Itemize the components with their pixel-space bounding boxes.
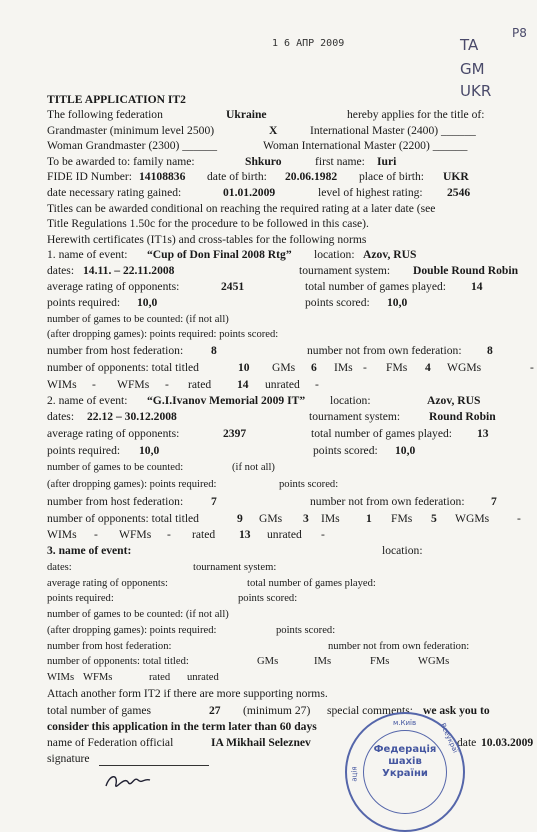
norm1-host-label: number from host federation: <box>47 344 184 357</box>
signature-label: signature <box>47 752 90 765</box>
norm2-dates: 22.12 – 30.12.2008 <box>87 410 177 423</box>
norm2-fms-label: FMs <box>391 512 413 525</box>
norm3-wfms-label: WFMs <box>83 672 113 683</box>
norm2-wims-label: WIMs <box>47 528 77 541</box>
norm1-location-label: location: <box>314 248 355 261</box>
seal-line-1: Федерація <box>373 744 437 755</box>
norm2-wgms-label: WGMs <box>455 512 490 525</box>
norm1-dates: 14.11. – 22.11.2008 <box>83 264 175 277</box>
norm2-unrated: - <box>321 528 325 541</box>
seal-line-3: України <box>382 768 428 779</box>
highest-rating: 2546 <box>447 186 471 199</box>
norm1-unrated: - <box>315 378 319 391</box>
norm2-gms: 3 <box>303 512 309 525</box>
norm1-system: Double Round Robin <box>413 264 519 277</box>
norm3-games-label: total number of games played: <box>247 578 376 589</box>
received-date-stamp: 1 6 АПР 2009 <box>272 38 345 49</box>
official-name: IA Mikhail Seleznev <box>211 736 311 749</box>
norm2-location-label: location: <box>330 394 371 407</box>
norm1-location: Azov, RUS <box>363 248 417 261</box>
norm3-fms-label: FMs <box>370 656 390 667</box>
norm1-wgms-label: WGMs <box>447 361 482 374</box>
comments-label: special comments: <box>327 704 413 717</box>
highest-rating-label: level of highest rating: <box>318 186 423 199</box>
norm3-system-label: tournament system: <box>193 562 277 573</box>
corner-mark: P8 <box>512 26 527 40</box>
norm2-rated: 13 <box>239 528 251 541</box>
comments-line-2: consider this application in the term later than 60 days <box>47 720 317 733</box>
norm3-wims-label: WIMs <box>47 672 75 683</box>
norm3-scored-label: points scored: <box>238 593 298 604</box>
gm-label: Grandmaster (minimum level 2500) <box>47 124 215 137</box>
norm1-gms-label: GMs <box>272 361 296 374</box>
conditional-text-2: Title Regulations 1.50c for the procedure to be followed in this case). <box>47 217 369 230</box>
norm2-avg-label: average rating of opponents: <box>47 427 180 440</box>
norm3-host-label: number from host federation: <box>47 641 172 652</box>
norm1-rated: 14 <box>237 378 249 391</box>
norm3-avg-label: average rating of opponents: <box>47 578 168 589</box>
norm2-wgms: - <box>517 512 521 525</box>
norm1-req: 10,0 <box>137 296 158 309</box>
fide-id: 14108836 <box>139 170 186 183</box>
norm2-rated-label: rated <box>192 528 216 541</box>
rating-date-label: date necessary rating gained: <box>47 186 182 199</box>
norm2-system-label: tournament system: <box>309 410 401 423</box>
im-label: International Master (2400) ______ <box>310 124 476 137</box>
awarded-label: To be awarded to: family name: <box>47 155 195 168</box>
comments-line-1: we ask you to <box>423 704 490 717</box>
norm1-event-label: 1. name of event: <box>47 248 128 261</box>
norm1-gms: 6 <box>311 361 317 374</box>
norm1-games-label: total number of games played: <box>305 280 447 293</box>
norm2-dates-label: dates: <box>47 410 75 423</box>
norm2-host-label: number from host federation: <box>47 495 184 508</box>
norm2-dropping-scored: points scored: <box>279 479 339 490</box>
norm2-counted-note: (if not all) <box>232 462 275 473</box>
date-label: date <box>457 736 477 749</box>
norm2-opp-label: number of opponents: total titled <box>47 512 199 525</box>
official-label: name of Federation official <box>47 736 174 749</box>
norm2-titled: 9 <box>237 512 243 525</box>
attach-text: Attach another form IT2 if there are more supporting norms. <box>47 687 328 700</box>
norm2-scored-label: points scored: <box>313 444 378 457</box>
norm1-scored: 10,0 <box>387 296 408 309</box>
norm1-wims: - <box>92 378 96 391</box>
norm1-host: 8 <box>211 344 217 357</box>
conditional-text-1: Titles can be awarded conditional on reaching the required rating at a later date (see <box>47 202 436 215</box>
norm2-notown-label: number not from own federation: <box>310 495 465 508</box>
norm3-wgms-label: WGMs <box>418 656 450 667</box>
norm3-unrated-label: unrated <box>187 672 219 683</box>
norm2-req: 10,0 <box>139 444 160 457</box>
federation-value: Ukraine <box>226 108 267 121</box>
norm2-host: 7 <box>211 495 217 508</box>
norm2-wfms: - <box>167 528 171 541</box>
norm3-gms-label: GMs <box>257 656 279 667</box>
wgm-label: Woman Grandmaster (2300) ______ <box>47 139 218 152</box>
signature-line <box>99 755 209 766</box>
first-name-label: first name: <box>315 155 365 168</box>
norm1-req-label: points required: <box>47 296 121 309</box>
norm2-scored: 10,0 <box>395 444 416 457</box>
norm2-event-label: 2. name of event: <box>47 394 128 407</box>
norm2-games: 13 <box>477 427 489 440</box>
norm2-wfms-label: WFMs <box>119 528 152 541</box>
norm1-opp-label: number of opponents: total titled <box>47 361 199 374</box>
application-date: 10.03.2009 <box>481 736 534 749</box>
norm1-notown-label: number not from own federation: <box>307 344 462 357</box>
norm1-wfms-label: WFMs <box>117 378 150 391</box>
norm3-req-label: points required: <box>47 593 114 604</box>
norm2-req-label: points required: <box>47 444 121 457</box>
fide-id-label: FIDE ID Number: <box>47 170 133 183</box>
dob: 20.06.1982 <box>285 170 338 183</box>
handwritten-note-line-2: GM <box>460 60 485 78</box>
seal-rim-top: м.Київ <box>393 719 417 727</box>
minimum-note: (minimum 27) <box>243 704 311 717</box>
norm3-dates-label: dates: <box>47 562 72 573</box>
wim-label: Woman International Master (2200) ______ <box>263 139 468 152</box>
seal-rim-left: ація <box>350 766 359 782</box>
norm2-location: Azov, RUS <box>427 394 481 407</box>
seal-rim-right: Всеукраї <box>438 721 460 755</box>
norm1-fms-label: FMs <box>386 361 408 374</box>
norm3-location-label: location: <box>382 544 423 557</box>
norm1-dates-label: dates: <box>47 264 75 277</box>
norm1-scored-label: points scored: <box>305 296 370 309</box>
norm2-dropping-label: (after dropping games): points required: <box>47 479 217 490</box>
norm1-rated-label: rated <box>188 378 212 391</box>
norm3-event-label: 3. name of event: <box>47 544 132 557</box>
norm2-system: Round Robin <box>429 410 496 423</box>
first-name: Iuri <box>377 155 397 168</box>
norm1-wfms: - <box>165 378 169 391</box>
norm2-fms: 5 <box>431 512 437 525</box>
certificates-text: Herewith certificates (IT1s) and cross-tables for the following norms <box>47 233 367 246</box>
norm2-ims-label: IMs <box>321 512 340 525</box>
norm1-wims-label: WIMs <box>47 378 77 391</box>
norm1-games: 14 <box>471 280 483 293</box>
norm1-avg-label: average rating of opponents: <box>47 280 180 293</box>
norm1-counted-label: number of games to be counted: (if not all) <box>47 314 229 325</box>
norm1-fms: 4 <box>425 361 431 374</box>
norm2-wims: - <box>94 528 98 541</box>
total-games-label: total number of games <box>47 704 151 717</box>
form-title: TITLE APPLICATION IT2 <box>47 93 186 106</box>
gm-mark: X <box>269 124 278 137</box>
norm2-counted-label: number of games to be counted: <box>47 462 184 473</box>
seal-line-2: шахів <box>388 756 422 767</box>
norm3-counted-label: number of games to be counted: (if not all) <box>47 609 229 620</box>
norm3-ims-label: IMs <box>314 656 332 667</box>
pob-label: place of birth: <box>359 170 425 183</box>
applies-text: hereby applies for the title of: <box>347 108 485 121</box>
norm2-ims: 1 <box>366 512 372 525</box>
norm3-opp-label: number of opponents: total titled: <box>47 656 189 667</box>
dob-label: date of birth: <box>207 170 267 183</box>
norm1-avg: 2451 <box>221 280 245 293</box>
norm1-event: “Cup of Don Final 2008 Rtg” <box>147 248 292 261</box>
norm2-notown: 7 <box>491 495 497 508</box>
norm3-dropping-label: (after dropping games): points required: <box>47 625 217 636</box>
norm2-event: “G.I.Ivanov Memorial 2009 IT” <box>147 394 306 407</box>
norm2-gms-label: GMs <box>259 512 283 525</box>
norm1-unrated-label: unrated <box>265 378 300 391</box>
norm1-ims: - <box>363 361 367 374</box>
handwritten-note-line-3: UKR <box>460 82 492 100</box>
total-games: 27 <box>209 704 221 717</box>
norm1-wgms: - <box>530 361 534 374</box>
federation-label: The following federation <box>47 108 163 121</box>
norm2-unrated-label: unrated <box>267 528 302 541</box>
norm3-rated-label: rated <box>149 672 171 683</box>
norm1-notown: 8 <box>487 344 493 357</box>
norm1-dropping-label: (after dropping games): points required: points scored: <box>47 329 279 340</box>
norm2-avg: 2397 <box>223 427 247 440</box>
handwritten-signature <box>98 768 158 798</box>
norm3-notown-label: number not from own federation: <box>328 641 470 652</box>
norm2-games-label: total number of games played: <box>311 427 453 440</box>
rating-date: 01.01.2009 <box>223 186 276 199</box>
federation-seal <box>345 712 465 832</box>
family-name: Shkuro <box>245 155 282 168</box>
norm1-system-label: tournament system: <box>299 264 391 277</box>
handwritten-note-line-1: TA <box>460 36 479 54</box>
norm3-dropping-scored: points scored: <box>276 625 336 636</box>
norm1-ims-label: IMs <box>334 361 353 374</box>
norm1-titled: 10 <box>238 361 250 374</box>
pob: UKR <box>443 170 469 183</box>
